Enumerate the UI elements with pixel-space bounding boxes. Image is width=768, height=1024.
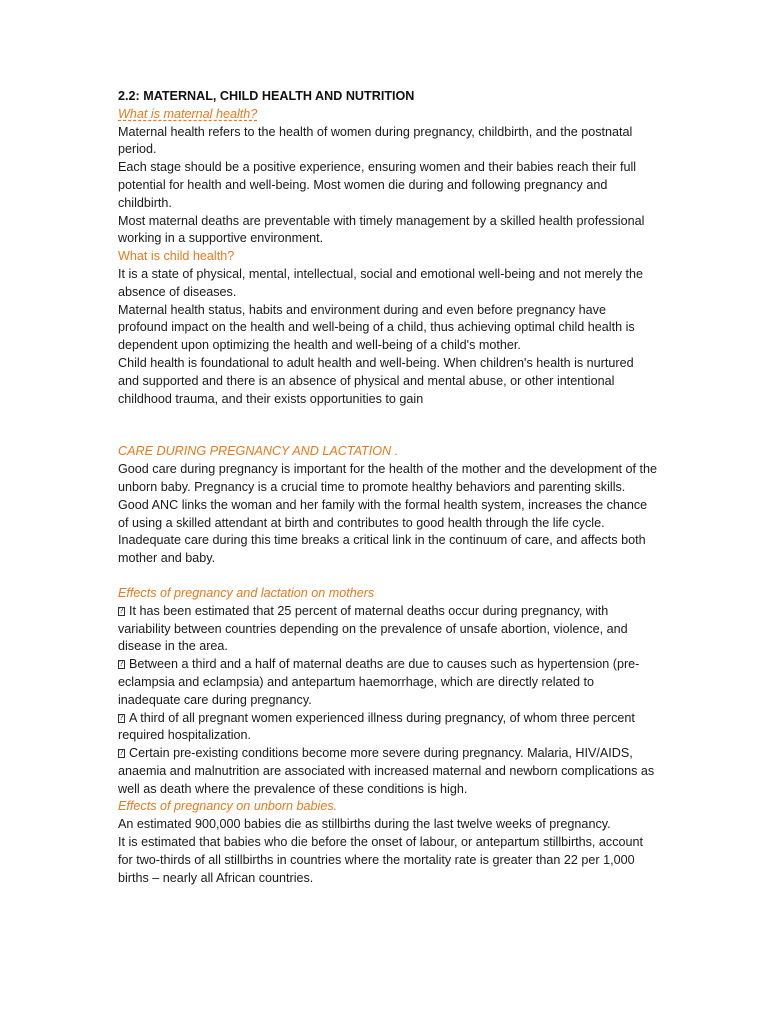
heading-what-is-child-health: What is child health? [118, 249, 235, 264]
bullet-text: Certain pre-existing conditions become more severe during pregnancy. Malaria, HIV/AIDS, anaemia and malnutrition are associated with increased maternal and newborn complications as well as death where the prevalence of these conditions is high. [118, 746, 655, 796]
bullet-text: A third of all pregnant women experienced illness during pregnancy, of whom three percent required hospitalization. [118, 710, 635, 743]
bullet-text: Between a third and a half of maternal deaths are due to causes such as hypertension (pre-eclampsia and eclampsia) and antepartum haemorrhage, which are directly related to inadequate care during pregnancy. [118, 657, 640, 707]
document-page [118, 88, 658, 887]
maternal-health-question: What is maternal health? [118, 106, 258, 121]
heading-effects-on-babies: Effects of pregnancy on unborn babies. [118, 799, 338, 814]
spacer [118, 408, 658, 443]
paragraph-maternal-impact: Maternal health status, habits and environment during and even before pregnancy have profound impact on the health and well-being of a child, thus achieving optimal child health is dependent upon optimizing the health and well-being of a child's mother. [118, 302, 635, 353]
heading-effects-on-mothers: Effects of pregnancy and lactation on mothers [118, 585, 375, 600]
bullet-item [118, 603, 658, 656]
paragraph-antepartum-stillbirths: It is estimated that babies who die before the onset of labour, or antepartum stillbirths, account for two-thirds of all stillbirths in countries where the mortality rate is greater than 22 per 1,000 births – nearly all African countries. [118, 835, 644, 885]
paragraph-stillbirths: An estimated 900,000 babies die as stillbirths during the last twelve weeks of pregnancy. [118, 817, 611, 832]
paragraph-good-anc: Good ANC links the woman and her family with the formal health system, increases the chance of using a skilled attendant at birth and contributes to good health through the life cycle. Inadequate care during this time breaks a critical link in the continuum of care, and affects both mother and baby. [118, 497, 648, 566]
bullet-item [118, 710, 658, 746]
heading-care-during-pregnancy: CARE DURING PREGNANCY AND LACTATION . [118, 444, 399, 459]
paragraph-maternal-definition: Maternal health refers to the health of women during pregnancy, childbirth, and the postnatal period. [118, 124, 633, 157]
spacer [118, 568, 658, 585]
paragraph-positive-experience: Each stage should be a positive experience, ensuring women and their babies reach their full potential for health and well-being. Most women die during and following pregnancy and childbirth. [118, 160, 637, 210]
paragraph-good-care: Good care during pregnancy is important for the health of the mother and the development of the unborn baby. Pregnancy is a crucial time to promote healthy behaviors and parenting skills. [118, 462, 658, 494]
bullet-item [118, 656, 658, 709]
bullet-item [118, 745, 658, 798]
paragraph-preventable-deaths: Most maternal deaths are preventable with timely management by a skilled health professional working in a supportive environment. [118, 213, 645, 246]
missing-glyph-icon [118, 714, 125, 723]
paragraph-child-definition: It is a state of physical, mental, intellectual, social and emotional well-being and not merely the absence of diseases. [118, 266, 644, 299]
heading-what-is-maternal-health [118, 106, 658, 124]
missing-glyph-icon [118, 660, 125, 669]
bullet-text: It has been estimated that 25 percent of maternal deaths occur during pregnancy, with variability between countries depending on the prevalence of unsafe abortion, violence, and disease in the area. [118, 603, 628, 654]
section-title: 2.2: MATERNAL, CHILD HEALTH AND NUTRITION [118, 89, 415, 103]
missing-glyph-icon [118, 607, 125, 616]
missing-glyph-icon [118, 749, 125, 758]
paragraph-child-foundation: Child health is foundational to adult health and well-being. When children's health is nurtured and supported and there is an absence of physical and mental abuse, or other intentional childhood trauma, and their exists opportunities to gain [118, 355, 634, 406]
